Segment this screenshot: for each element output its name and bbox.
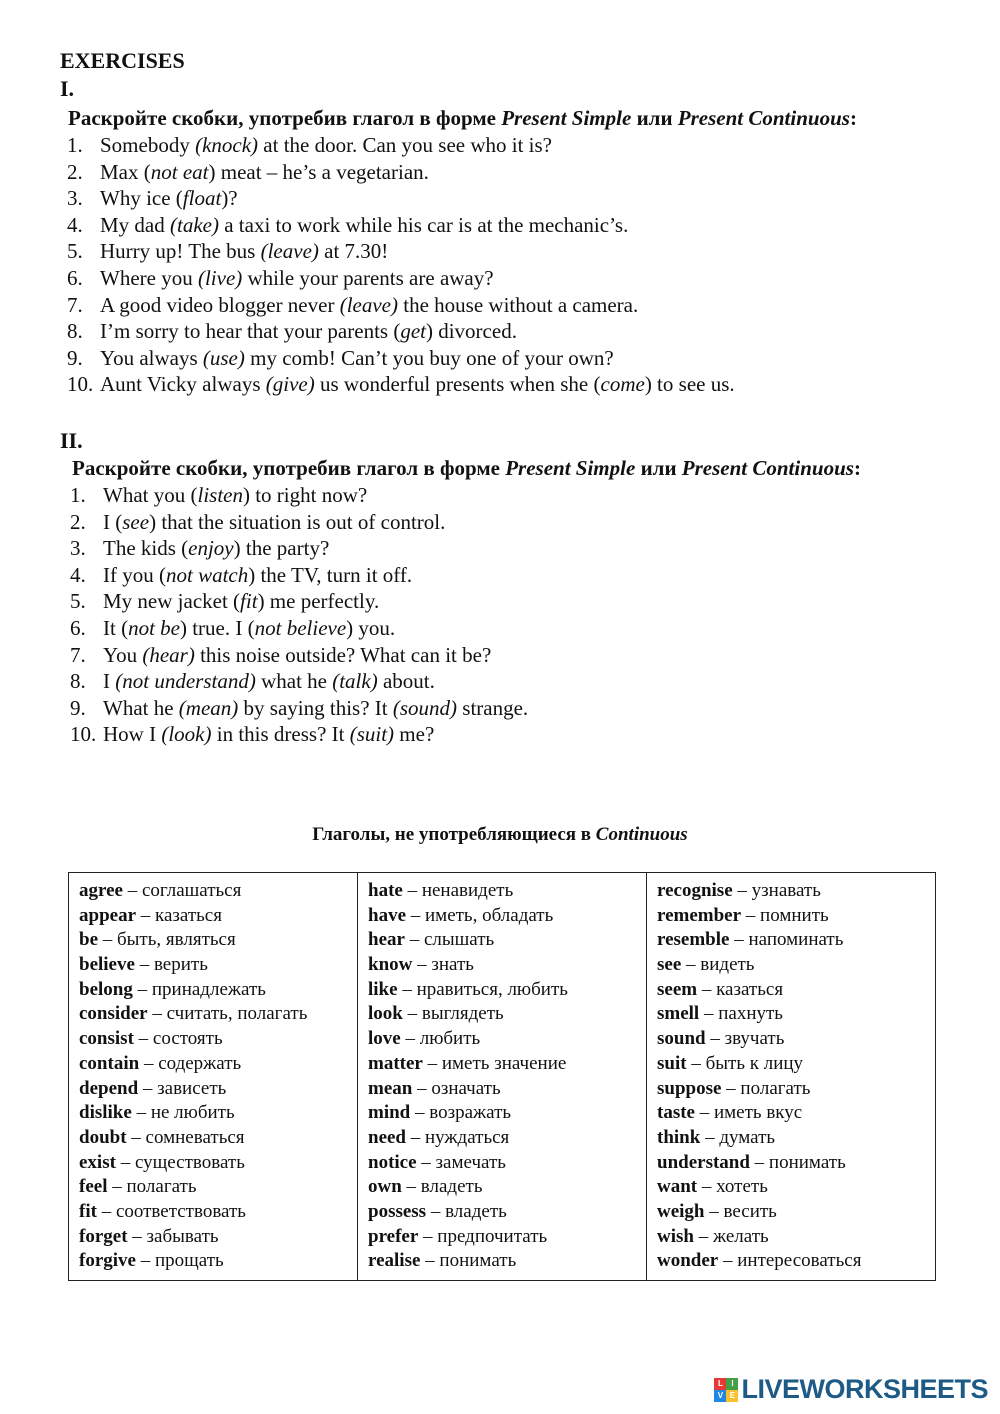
exercise-text: ) true. I (	[179, 615, 255, 640]
verb-prompt: come	[600, 372, 645, 397]
verb-word: notice	[368, 1151, 417, 1173]
verb-word: matter	[368, 1052, 423, 1074]
verb-translation: полагать	[126, 1176, 197, 1198]
exercise-text: strange.	[457, 695, 529, 720]
verb-entry: appear – казаться	[79, 904, 222, 926]
exercise-item	[70, 482, 528, 509]
verb-entry: look – выглядеть	[368, 1003, 504, 1025]
verb-translation: пахнуть	[718, 1003, 783, 1025]
exercise-item	[67, 185, 735, 212]
exercise-number: 5.	[70, 589, 86, 614]
verb-entry: wish – желать	[657, 1225, 769, 1247]
verb-word: wish	[657, 1225, 694, 1247]
verb-word: suppose	[657, 1077, 722, 1099]
table-caption-text: Глаголы, не употребляющиеся в	[312, 824, 596, 845]
verb-word: understand	[657, 1151, 750, 1173]
verb-translation: забывать	[146, 1225, 219, 1247]
exercise-item	[67, 318, 735, 345]
verb-translation: считать, полагать	[166, 1003, 308, 1025]
stative-verbs-table	[68, 872, 936, 1281]
verb-translation: означать	[431, 1077, 501, 1099]
verb-word: want	[657, 1176, 698, 1198]
logo-icon-tile: L	[714, 1378, 726, 1390]
exercise-text: the house without a camera.	[398, 292, 639, 317]
exercise-number: 8.	[67, 319, 83, 344]
verb-translation: понимать	[439, 1250, 517, 1272]
instruction-text: или	[635, 456, 682, 480]
exercise-item	[67, 132, 735, 159]
exercise-text: while your parents are away?	[242, 265, 494, 290]
verb-word: feel	[79, 1176, 108, 1198]
verb-translation: напоминать	[748, 929, 844, 951]
verb-entry: realise – понимать	[368, 1250, 517, 1272]
exercise-text: I	[103, 669, 116, 694]
verbs-column-2	[358, 873, 647, 1281]
verb-entry: hate – ненавидеть	[368, 880, 514, 901]
verb-translation: иметь значение	[441, 1052, 567, 1074]
verb-translation: видеть	[700, 954, 755, 976]
verb-translation: существовать	[134, 1151, 245, 1173]
section-1-instruction	[68, 106, 857, 131]
verb-prompt: not eat	[150, 159, 209, 184]
verb-prompt: not be	[128, 615, 180, 640]
exercise-text: I’m sorry to hear that your parents (	[100, 319, 401, 344]
section-2-exercise-list	[70, 482, 528, 748]
exercise-item	[67, 345, 735, 372]
verb-word: agree	[79, 880, 123, 901]
verb-word: realise	[368, 1250, 421, 1272]
verb-entry: feel – полагать	[79, 1176, 197, 1198]
exercise-number: 1.	[67, 133, 83, 157]
exercise-text: me?	[394, 722, 435, 747]
exercise-text: The kids (	[103, 536, 189, 561]
verb-entry: like – нравиться, любить	[368, 978, 568, 1000]
verb-prompt: see	[122, 509, 150, 534]
verb-prompt: not believe	[254, 615, 347, 640]
section-1-exercise-list	[67, 132, 735, 398]
verb-prompt: (take)	[170, 212, 219, 237]
verb-translation: желать	[712, 1225, 769, 1247]
verb-entry: contain – содержать	[79, 1052, 242, 1074]
verb-word: taste	[657, 1102, 695, 1124]
verb-word: own	[368, 1176, 402, 1198]
instruction-tense: Present Simple	[501, 106, 632, 130]
verb-translation: казаться	[155, 904, 222, 926]
exercise-text: Max (	[100, 159, 151, 184]
verb-entry: prefer – предпочитать	[368, 1225, 548, 1247]
exercise-item	[70, 695, 528, 722]
verb-entry: own – владеть	[368, 1176, 483, 1198]
verb-translation: верить	[153, 954, 208, 976]
exercise-text: ) the party?	[233, 536, 330, 561]
exercise-number: 6.	[67, 265, 83, 290]
verb-prompt: (give)	[265, 372, 315, 397]
verb-entry: belong – принадлежать	[79, 978, 266, 1000]
verb-word: prefer	[368, 1225, 419, 1247]
exercise-text: What you (	[103, 483, 198, 507]
exercise-number: 9.	[70, 695, 86, 720]
verb-word: seem	[657, 978, 698, 1000]
verb-word: like	[368, 978, 398, 1000]
exercise-number: 4.	[70, 562, 86, 587]
verb-translation: быть к лицу	[705, 1052, 804, 1074]
exercise-item	[67, 159, 735, 186]
instruction-tense: Present Continuous	[677, 106, 850, 130]
verb-entry: exist – существовать	[79, 1151, 245, 1173]
verb-word: doubt	[79, 1126, 127, 1148]
verb-entry: possess – владеть	[368, 1200, 507, 1222]
verb-entry: doubt – сомневаться	[79, 1126, 245, 1148]
verb-word: sound	[657, 1028, 706, 1050]
verb-translation: состоять	[152, 1028, 223, 1050]
exercise-number: 3.	[67, 186, 83, 211]
exercise-text: ) to see us.	[644, 372, 735, 397]
verb-translation: принадлежать	[151, 978, 266, 1000]
verb-entry: taste – иметь вкус	[657, 1102, 803, 1124]
instruction-text: :	[853, 456, 861, 480]
exercise-text: A good video blogger never	[100, 292, 340, 317]
verb-word: exist	[79, 1151, 116, 1173]
verb-translation: нуждаться	[425, 1126, 510, 1148]
verb-word: forget	[79, 1225, 128, 1247]
exercise-text: Why ice (	[100, 186, 183, 211]
exercise-number: 10.	[67, 372, 94, 397]
exercise-text: How I	[103, 722, 162, 747]
verb-word: be	[79, 929, 98, 951]
exercise-text: You always	[100, 345, 203, 370]
verb-entry: seem – казаться	[657, 978, 784, 1000]
verb-word: appear	[79, 904, 136, 926]
verb-translation: замечать	[435, 1151, 506, 1173]
verb-entry: understand – понимать	[657, 1151, 846, 1173]
verb-entry: dislike – не любить	[79, 1102, 235, 1124]
verb-entry: smell – пахнуть	[657, 1003, 783, 1025]
verb-entry: mean – означать	[368, 1077, 501, 1099]
exercise-text: My new jacket (	[103, 589, 241, 614]
section-2-number: II.	[60, 428, 83, 453]
verb-word: suit	[657, 1052, 687, 1074]
verb-word: believe	[79, 954, 135, 976]
exercise-item	[70, 509, 528, 536]
verb-translation: иметь вкус	[713, 1102, 803, 1124]
verb-translation: владеть	[445, 1200, 507, 1222]
exercise-text: ) me perfectly.	[257, 589, 380, 614]
verb-entry: need – нуждаться	[368, 1126, 510, 1148]
verb-prompt: enjoy	[188, 536, 234, 561]
verb-word: mind	[368, 1102, 411, 1124]
verb-entry: weigh – весить	[657, 1200, 777, 1222]
exercise-item	[70, 721, 528, 748]
verb-entry: think – думать	[657, 1126, 776, 1148]
table-caption	[0, 824, 1000, 846]
verb-translation: не любить	[150, 1102, 235, 1124]
exercise-number: 5.	[67, 239, 83, 264]
verb-word: look	[368, 1003, 403, 1025]
verb-translation: слышать	[423, 929, 495, 951]
exercise-text: this noise outside? What can it be?	[194, 642, 492, 667]
verb-word: love	[368, 1028, 401, 1050]
exercise-item	[67, 212, 735, 239]
exercise-item	[70, 535, 528, 562]
exercise-number: 10.	[70, 722, 97, 747]
verb-entry: recognise – узнавать	[657, 880, 821, 901]
verb-prompt: (talk)	[332, 669, 378, 694]
verb-translation: возражать	[429, 1102, 512, 1124]
section-1-number: I.	[60, 76, 75, 101]
verb-prompt: (leave)	[260, 239, 319, 264]
verb-entry: remember – помнить	[657, 904, 829, 926]
verb-entry: mind – возражать	[368, 1102, 512, 1124]
instruction-text: или	[631, 106, 678, 130]
exercise-text: ) that the situation is out of control.	[149, 509, 446, 534]
exercise-text: ) to right now?	[242, 483, 368, 507]
exercise-text: about.	[377, 669, 435, 694]
liveworksheets-logo	[714, 1374, 988, 1405]
verb-word: think	[657, 1126, 701, 1148]
table-caption-italic: Continuous	[595, 824, 688, 845]
verb-entry: notice – замечать	[368, 1151, 506, 1173]
verb-entry: consist – состоять	[79, 1028, 223, 1050]
exercise-number: 2.	[67, 159, 83, 184]
exercise-text: It (	[103, 615, 129, 640]
exercise-text: ) the TV, turn it off.	[248, 562, 413, 587]
section-2-instruction	[72, 456, 861, 481]
verb-word: know	[368, 954, 413, 976]
exercise-number: 2.	[70, 509, 86, 534]
verb-entry: believe – верить	[79, 954, 208, 976]
verb-word: possess	[368, 1200, 427, 1222]
exercise-text: )?	[221, 186, 238, 211]
verb-word: contain	[79, 1052, 140, 1074]
instruction-text: Раскройте скобки, употребив глагол в форме	[68, 106, 502, 130]
verb-prompt: (not understand)	[115, 669, 256, 694]
exercise-item	[70, 642, 528, 669]
exercise-text: What he	[103, 695, 179, 720]
verb-entry: depend – зависеть	[79, 1077, 227, 1099]
exercise-number: 7.	[67, 292, 83, 317]
verb-prompt: (use)	[202, 345, 245, 370]
verbs-column-3	[647, 873, 936, 1281]
verb-translation: казаться	[716, 978, 784, 1000]
exercise-text: I (	[103, 509, 123, 534]
verb-translation: выглядеть	[421, 1003, 504, 1025]
exercise-text: what he	[255, 669, 333, 694]
exercise-text: a taxi to work while his car is at the mechanic’s.	[218, 212, 629, 237]
exercise-text: Hurry up! The bus	[100, 239, 261, 264]
exercise-text: ) divorced.	[425, 319, 517, 344]
verb-entry: forget – забывать	[79, 1225, 219, 1247]
exercise-item	[70, 562, 528, 589]
verb-prompt: not watch	[165, 562, 249, 587]
verb-entry: suppose – полагать	[657, 1077, 811, 1099]
exercise-number: 3.	[70, 536, 86, 561]
verb-word: weigh	[657, 1200, 705, 1222]
verb-prompt: (leave)	[339, 292, 398, 317]
verb-prompt: listen	[197, 483, 243, 507]
exercise-item	[70, 615, 528, 642]
verb-translation: содержать	[158, 1052, 242, 1074]
exercise-number: 8.	[70, 669, 86, 694]
verb-translation: понимать	[768, 1151, 846, 1173]
exercise-item	[67, 265, 735, 292]
exercise-number: 6.	[70, 615, 86, 640]
verb-word: recognise	[657, 880, 733, 901]
exercise-text: You	[103, 642, 143, 667]
exercise-text: at the door. Can you see who it is?	[258, 133, 552, 157]
verb-word: forgive	[79, 1250, 136, 1272]
verb-word: consider	[79, 1003, 148, 1025]
exercise-text: Where you	[100, 265, 198, 290]
instruction-text: :	[849, 106, 857, 130]
verb-prompt: (hear)	[142, 642, 195, 667]
logo-text: LIVEWORKSHEETS	[741, 1374, 988, 1404]
verb-translation: предпочитать	[437, 1225, 548, 1247]
verb-entry: suit – быть к лицу	[657, 1052, 804, 1074]
verb-prompt: (suit)	[349, 722, 395, 747]
verb-entry: want – хотеть	[657, 1176, 768, 1198]
verb-translation: думать	[719, 1126, 776, 1148]
instruction-tense: Present Simple	[505, 456, 636, 480]
verb-translation: полагать	[740, 1077, 811, 1099]
verb-prompt: get	[400, 319, 426, 344]
exercise-item	[67, 292, 735, 319]
table-row	[69, 873, 936, 1281]
logo-icon-tile: V	[714, 1390, 726, 1402]
exercise-text: Aunt Vicky always	[100, 372, 266, 397]
exercise-number: 4.	[67, 212, 83, 237]
verb-word: fit	[79, 1200, 97, 1222]
verb-word: hear	[368, 929, 405, 951]
verb-translation: быть, являться	[117, 929, 236, 951]
verb-prompt: (live)	[197, 265, 243, 290]
verb-word: hate	[368, 880, 403, 901]
verb-translation: помнить	[760, 904, 829, 926]
instruction-tense: Present Continuous	[681, 456, 854, 480]
logo-icon-tile: I	[726, 1378, 738, 1390]
exercise-number: 9.	[67, 345, 83, 370]
exercise-text: If you (	[103, 562, 166, 587]
verb-translation: звучать	[724, 1028, 785, 1050]
verb-translation: нравиться, любить	[416, 978, 568, 1000]
verb-translation: прощать	[154, 1250, 224, 1272]
verb-entry: wonder – интересоваться	[657, 1250, 862, 1272]
verb-translation: зависеть	[157, 1077, 227, 1099]
verb-entry: be – быть, являться	[79, 929, 236, 951]
verb-translation: иметь, обладать	[425, 904, 554, 926]
exercise-text: Somebody	[100, 133, 196, 157]
verb-word: belong	[79, 978, 133, 1000]
verb-translation: любить	[419, 1028, 481, 1050]
exercise-number: 7.	[70, 642, 86, 667]
verb-translation: хотеть	[716, 1176, 768, 1198]
verb-prompt: (look)	[161, 722, 212, 747]
verb-word: consist	[79, 1028, 134, 1050]
verb-entry: have – иметь, обладать	[368, 904, 554, 926]
exercise-item	[67, 371, 735, 398]
verb-word: need	[368, 1126, 406, 1148]
verb-word: wonder	[657, 1250, 719, 1272]
verb-word: smell	[657, 1003, 700, 1025]
verb-word: dislike	[79, 1102, 132, 1124]
verb-entry: love – любить	[368, 1028, 481, 1050]
exercise-text: ) you.	[346, 615, 396, 640]
exercise-text: at 7.30!	[318, 239, 389, 264]
verb-entry: agree – соглашаться	[79, 880, 242, 901]
verb-word: mean	[368, 1077, 413, 1099]
logo-icon	[714, 1378, 738, 1402]
verb-translation: узнавать	[751, 880, 821, 901]
verb-prompt: fit	[240, 589, 258, 614]
verb-entry: see – видеть	[657, 954, 755, 976]
instruction-text: Раскройте скобки, употребив глагол в форме	[72, 456, 506, 480]
verb-entry: fit – соответствовать	[79, 1200, 246, 1222]
exercise-item	[70, 588, 528, 615]
verb-translation: знать	[431, 954, 474, 976]
exercise-item	[70, 668, 528, 695]
verb-translation: сомневаться	[145, 1126, 245, 1148]
exercise-item	[67, 238, 735, 265]
exercise-text: my comb! Can’t you buy one of your own?	[244, 345, 614, 370]
exercise-text: in this dress? It	[211, 722, 350, 747]
verb-entry: resemble – напоминать	[657, 929, 844, 951]
verb-translation: соглашаться	[141, 880, 242, 901]
verb-prompt: float	[182, 186, 222, 211]
logo-icon-tile: E	[726, 1390, 738, 1402]
verb-translation: владеть	[420, 1176, 483, 1198]
verb-entry: forgive – прощать	[79, 1250, 224, 1272]
verb-prompt: (knock)	[195, 133, 259, 157]
verb-entry: know – знать	[368, 954, 474, 976]
verb-prompt: (mean)	[178, 695, 239, 720]
exercise-text: My dad	[100, 212, 170, 237]
exercise-text: us wonderful presents when she (	[314, 372, 601, 397]
exercise-text: by saying this? It	[238, 695, 393, 720]
verb-translation: интересоваться	[737, 1250, 862, 1272]
verb-prompt: (sound)	[392, 695, 458, 720]
verb-entry: hear – слышать	[368, 929, 495, 951]
verbs-column-1	[69, 873, 358, 1281]
exercise-text: ) meat – he’s a vegetarian.	[208, 159, 429, 184]
page-title: EXERCISES	[60, 48, 185, 73]
verb-entry: consider – считать, полагать	[79, 1003, 308, 1025]
verb-word: have	[368, 904, 406, 926]
verb-word: depend	[79, 1077, 139, 1099]
verb-word: resemble	[657, 929, 730, 951]
verb-translation: ненавидеть	[421, 880, 514, 901]
verb-translation: соответствовать	[115, 1200, 246, 1222]
verb-word: remember	[657, 904, 742, 926]
verb-entry: matter – иметь значение	[368, 1052, 567, 1074]
verb-entry: sound – звучать	[657, 1028, 785, 1050]
verb-translation: весить	[723, 1200, 777, 1222]
verb-word: see	[657, 954, 682, 976]
exercise-number: 1.	[70, 483, 86, 507]
